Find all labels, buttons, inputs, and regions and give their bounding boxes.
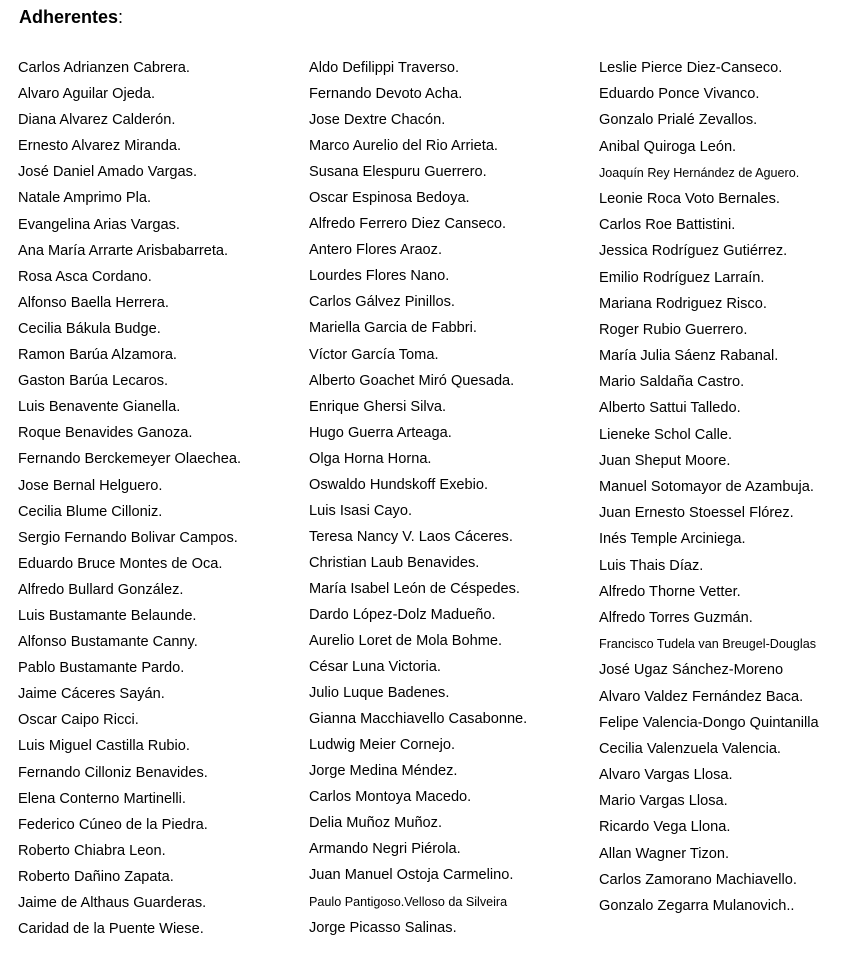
list-item: Allan Wagner Tizon. — [599, 845, 730, 862]
list-item: Dardo López-Dolz Madueño. — [309, 606, 496, 623]
list-item: Jaime de Althaus Guarderas. — [18, 895, 207, 911]
list-item: Ramon Barúa Alzamora. — [18, 347, 177, 364]
list-item: José Daniel Amado Vargas. — [18, 164, 198, 181]
list-item: Alvaro Valdez Fernández Baca. — [599, 688, 804, 705]
list-item: Evangelina Arias Vargas. — [18, 216, 180, 233]
list-item: Manuel Sotomayor de Azambuja. — [599, 479, 814, 495]
list-item: Susana Elespuru Guerrero. — [309, 164, 487, 181]
list-item: Pablo Bustamante Pardo. — [18, 660, 185, 677]
list-item: Alfredo Bullard González. — [18, 581, 184, 598]
list-item: Oscar Espinosa Bedoya. — [309, 190, 470, 207]
list-item: Gonzalo Prialé Zevallos. — [599, 112, 758, 129]
list-item: Julio Luque Badenes. — [309, 685, 450, 702]
list-item: Juan Sheput Moore. — [599, 452, 731, 469]
list-item: César Luna Victoria. — [309, 659, 441, 676]
list-heading — [19, 5, 123, 29]
list-item: Cecilia Valenzuela Valencia. — [599, 740, 781, 757]
list-item: Jose Bernal Helguero. — [18, 477, 163, 494]
list-item: Jaime Cáceres Sayán. — [18, 686, 165, 703]
list-item: Inés Temple Arciniega. — [599, 531, 746, 548]
list-item: Christian Laub Benavides. — [309, 554, 480, 571]
list-item: Enrique Ghersi Silva. — [309, 398, 447, 415]
list-item: Oswaldo Hundskoff Exebio. — [309, 476, 489, 493]
list-item: Fernando Devoto Acha. — [309, 86, 463, 103]
list-item: Luis Thais Díaz. — [599, 557, 704, 574]
list-item: Antero Flores Araoz. — [309, 242, 443, 259]
list-item: Ernesto Alvarez Miranda. — [18, 138, 182, 155]
names-column-2 — [309, 55, 527, 941]
list-item: Cecilia Bákula Budge. — [18, 320, 161, 337]
list-item: Roberto Dañino Zapata. — [18, 868, 174, 885]
names-column-3 — [599, 55, 819, 919]
names-column-1 — [18, 55, 241, 942]
list-item: Diana Alvarez Calderón. — [18, 112, 176, 129]
list-item: Lourdes Flores Nano. — [309, 268, 450, 285]
list-item: Alfonso Baella Herrera. — [18, 294, 169, 311]
list-item: Alfredo Thorne Vetter. — [599, 583, 741, 600]
list-item: Alvaro Aguilar Ojeda. — [18, 86, 156, 103]
list-item: Jorge Medina Méndez. — [309, 763, 458, 780]
list-item: Carlos Montoya Macedo. — [309, 789, 472, 806]
list-item: Ludwig Meier Cornejo. — [309, 737, 456, 754]
list-item: Aldo Defilippi Traverso. — [309, 60, 460, 76]
list-item: Caridad de la Puente Wiese. — [18, 921, 204, 938]
list-item: Rosa Asca Cordano. — [18, 268, 152, 285]
list-item: Paulo Pantigoso.Velloso da Silveira — [309, 894, 508, 909]
list-item: Alvaro Vargas Llosa. — [599, 767, 733, 784]
list-item: Juan Ernesto Stoessel Flórez. — [599, 505, 794, 522]
list-item: Fernando Cilloniz Benavides. — [18, 764, 208, 781]
list-item: Ricardo Vega Llona. — [599, 819, 731, 836]
list-item: Hugo Guerra Arteaga. — [309, 424, 452, 441]
list-item: Sergio Fernando Bolivar Campos. — [18, 529, 238, 546]
list-item: José Ugaz Sánchez-Moreno — [599, 662, 784, 679]
list-item: Jessica Rodríguez Gutiérrez. — [599, 243, 788, 260]
list-item: Fernando Berckemeyer Olaechea. — [18, 451, 242, 468]
list-item: Carlos Adrianzen Cabrera. — [18, 60, 190, 76]
list-item: Emilio Rodríguez Larraín. — [599, 269, 765, 286]
list-item: Alberto Sattui Talledo. — [599, 400, 741, 417]
list-item: Delia Muñoz Muñoz. — [309, 815, 443, 832]
list-item: Alfonso Bustamante Canny. — [18, 634, 198, 651]
list-item: Luis Benavente Gianella. — [18, 399, 181, 416]
list-item: Joaquín Rey Hernández de Aguero. — [599, 165, 800, 180]
list-item: Cecilia Blume Cilloniz. — [18, 503, 163, 520]
list-item: Carlos Roe Battistini. — [599, 217, 736, 234]
list-item: Leonie Roca Voto Bernales. — [599, 190, 780, 207]
list-item: Marco Aurelio del Rio Arrieta. — [309, 138, 498, 155]
list-item: Mario Saldaña Castro. — [599, 374, 745, 391]
list-item: Olga Horna Horna. — [309, 450, 432, 467]
list-item: Teresa Nancy V. Laos Cáceres. — [309, 528, 513, 545]
list-item: Aurelio Loret de Mola Bohme. — [309, 633, 503, 650]
heading-title: Adherentes — [19, 7, 119, 27]
list-item: Roque Benavides Ganoza. — [18, 425, 193, 442]
list-item: María Isabel León de Céspedes. — [309, 580, 520, 597]
list-item: Elena Conterno Martinelli. — [18, 790, 186, 807]
list-item: Francisco Tudela van Breugel-Douglas — [599, 637, 817, 652]
list-item: Oscar Caipo Ricci. — [18, 712, 139, 729]
list-item: Armando Negri Piérola. — [309, 841, 461, 858]
list-item: Alfredo Ferrero Diez Canseco. — [309, 216, 507, 233]
list-item: Natale Amprimo Pla. — [18, 190, 152, 207]
list-item: Carlos Gálvez Pinillos. — [309, 294, 455, 311]
list-item: Federico Cúneo de la Piedra. — [18, 816, 208, 833]
list-item: Eduardo Ponce Vivanco. — [599, 86, 760, 103]
list-item: Víctor García Toma. — [309, 346, 439, 363]
list-item: Jose Dextre Chacón. — [309, 112, 446, 129]
list-item: Roger Rubio Guerrero. — [599, 321, 748, 338]
list-item: Gaston Barúa Lecaros. — [18, 373, 169, 390]
list-item: Luis Bustamante Belaunde. — [18, 607, 197, 624]
heading-colon: : — [118, 7, 124, 27]
list-item: Leslie Pierce Diez-Canseco. — [599, 60, 783, 76]
list-item: Luis Miguel Castilla Rubio. — [18, 738, 190, 755]
list-item: Lieneke Schol Calle. — [599, 426, 733, 443]
list-item: Mario Vargas Llosa. — [599, 793, 728, 810]
list-item: Eduardo Bruce Montes de Oca. — [18, 555, 223, 572]
list-item: Luis Isasi Cayo. — [309, 502, 413, 519]
list-item: Ana María Arrarte Arisbabarreta. — [18, 242, 229, 259]
list-item: Mariella Garcia de Fabbri. — [309, 320, 477, 337]
list-item: Gonzalo Zegarra Mulanovich.. — [599, 898, 795, 914]
list-item: Felipe Valencia-Dongo Quintanilla — [599, 714, 819, 731]
list-item: Carlos Zamorano Machiavello. — [599, 871, 797, 888]
list-item: Alberto Goachet Miró Quesada. — [309, 372, 515, 389]
list-item: Anibal Quiroga León. — [599, 138, 737, 155]
list-item: Gianna Macchiavello Casabonne. — [309, 711, 528, 728]
list-item: Mariana Rodriguez Risco. — [599, 295, 767, 312]
list-item: María Julia Sáenz Rabanal. — [599, 348, 779, 365]
list-item: Roberto Chiabra Leon. — [18, 842, 166, 859]
list-item: Jorge Picasso Salinas. — [309, 919, 457, 936]
list-item: Alfredo Torres Guzmán. — [599, 609, 753, 626]
list-item: Juan Manuel Ostoja Carmelino. — [309, 867, 514, 884]
